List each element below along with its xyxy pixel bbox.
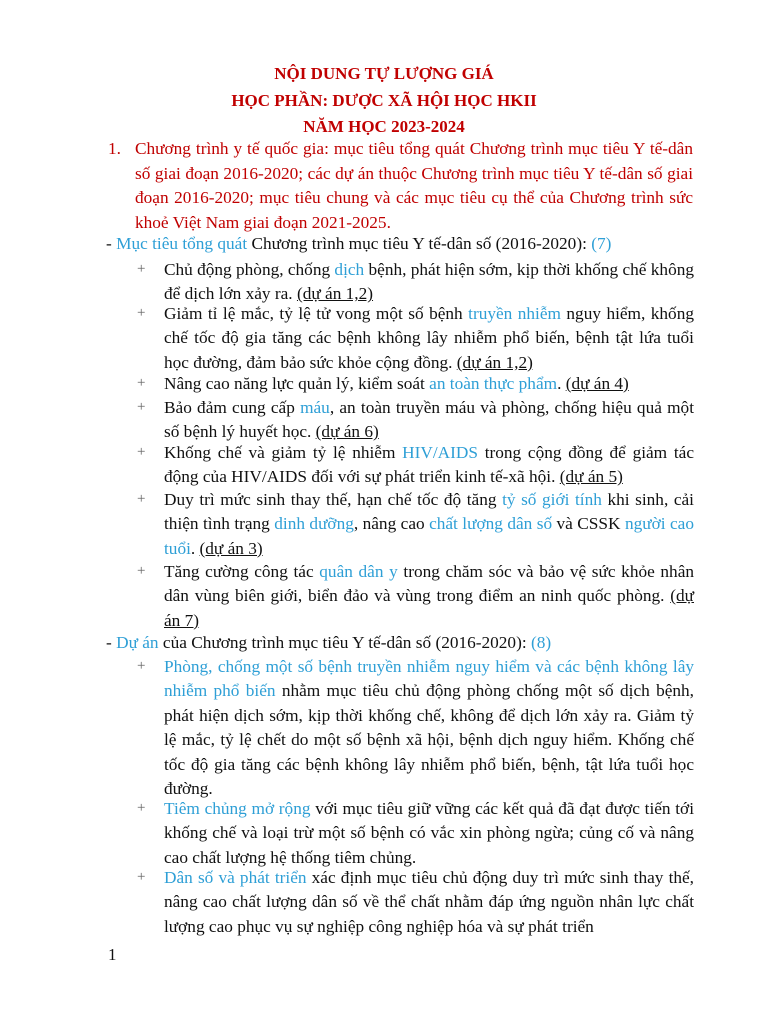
- item-highlight: tỷ số giới tính: [502, 490, 602, 509]
- plus-bullet-icon: +: [137, 444, 146, 460]
- section-text: Chương trình mục tiêu Y tế-dân số (2016-2020):: [247, 234, 592, 253]
- question-text: Chương trình y tế quốc gia: mục tiêu tổng quát Chương trình mục tiêu Y tế-dân số giai đoạn 2016-2020; các dự án thuộc Chương trình mục tiêu Y tế-dân số giai đoạn 2016-2020; mục tiêu chung và các mục tiêu cụ thể của Chương trình sức khoẻ Việt Nam giai đoạn 2021-2025.: [135, 139, 693, 232]
- plus-bullet-icon: +: [137, 399, 146, 415]
- plus-bullet-icon: +: [137, 563, 146, 579]
- item-text: xác định mục tiêu chủ động duy trì mức sinh thay thế, nâng cao chất lượng dân số về thể chất nhằm đáp ứng nguồn nhân lực chất lượng cao phục vụ sự nghiệp công nghiệp hóa và sự phát triển: [164, 868, 695, 936]
- item-text: Nâng cao năng lực quản lý, kiểm soát: [164, 374, 430, 393]
- item-highlight: an toàn thực phẩm: [429, 374, 558, 393]
- item-highlight: quân dân y: [319, 562, 398, 581]
- plus-bullet-icon: +: [137, 800, 146, 816]
- list-item-text: [164, 302, 694, 375]
- section-label: Mục tiêu tổng quát: [116, 234, 248, 253]
- project-reference: (dự án 1,2): [296, 284, 374, 304]
- plus-bullet-icon: +: [137, 261, 146, 277]
- list-item-text: [164, 560, 694, 633]
- item-text: Khống chế và giảm tỷ lệ nhiễm: [164, 443, 403, 462]
- project-reference: (dự án 3): [199, 538, 263, 558]
- page-number: 1: [108, 945, 117, 964]
- title-line-2: HỌC PHẦN: DƯỢC XÃ HỘI HỌC HKII: [231, 91, 537, 110]
- section-count: (8): [530, 633, 552, 652]
- list-item-text: [164, 866, 694, 939]
- question-1: [108, 137, 693, 235]
- item-text: trong cộng đồng để giảm tác động của HIV/AIDS đối với sự phát triển kinh tế-xã hội.: [164, 443, 694, 487]
- item-highlight: truyền nhiễm: [468, 304, 561, 323]
- section-projects: [106, 631, 706, 655]
- item-text: bệnh, phát hiện sớm, kịp thời khống chế không để dịch lớn xảy ra.: [164, 260, 694, 304]
- item-text: .: [190, 538, 200, 558]
- project-reference: (dự án 6): [315, 422, 379, 442]
- item-highlight: HIV/AIDS: [402, 443, 478, 462]
- list-item-text: [164, 258, 694, 307]
- section-general-goals: [106, 232, 706, 256]
- item-text: với mục tiêu giữ vững các kết quả đã đạt được tiến tới khống chế và loại trừ một số bệnh có vắc xin phòng ngừa; củng cố và nâng cao chất lượng hệ thống tiêm chủng.: [164, 799, 694, 867]
- section-label: Dự án: [116, 633, 159, 652]
- item-highlight: dinh dưỡng: [274, 514, 354, 534]
- item-text: , nâng cao: [353, 514, 430, 534]
- item-highlight: Tiêm chủng mở rộng: [164, 799, 311, 818]
- item-text: nguy hiểm, khống chế tốc độ gia tăng các bệnh không lây nhiễm phổ biến, bệnh tật lứa tuổi học đường, đảm bảo sức khỏe cộng đồng.: [164, 304, 694, 372]
- item-text: nhằm mục tiêu chủ động phòng chống một số dịch bệnh, phát hiện dịch sớm, kịp thời khống chế, không để dịch lớn xảy ra. Giảm tỷ lệ mắc, tỷ lệ chết do một số bệnh xã hội, bệnh dịch nguy hiểm. Khống chế tốc độ gia tăng các bệnh không lây nhiễm phổ biến, bệnh, tật lứa tuổi học đường.: [164, 681, 694, 799]
- section-count: (7): [591, 234, 612, 253]
- item-text: Bảo đảm cung cấp: [164, 398, 301, 417]
- item-text: trong chăm sóc và bảo vệ sức khỏe nhân dân vùng biên giới, biển đảo và vùng trong điểm an ninh quốc phòng.: [164, 562, 695, 606]
- project-reference: (dự án 7): [164, 586, 694, 630]
- item-text: .: [557, 374, 566, 393]
- list-item-text: [164, 488, 694, 561]
- item-text: Duy trì mức sinh thay thế, hạn chế tốc độ tăng: [164, 490, 503, 509]
- plus-bullet-icon: +: [137, 658, 146, 674]
- list-item-text: [164, 441, 694, 490]
- item-highlight: dịch: [334, 260, 365, 279]
- section-dash: -: [106, 234, 112, 253]
- item-highlight: người cao tuổi: [164, 514, 694, 558]
- list-item-text: [164, 797, 694, 870]
- item-text: Chủ động phòng, chống: [164, 260, 335, 279]
- project-reference: (dự án 1,2): [456, 352, 533, 372]
- item-highlight: chất lượng dân số: [429, 514, 553, 534]
- question-number: 1.: [108, 139, 121, 158]
- project-reference: (dự án 4): [565, 374, 629, 393]
- plus-bullet-icon: +: [137, 491, 146, 507]
- list-item-text: [164, 655, 694, 801]
- item-text: , an toàn truyền máu và phòng, chống hiệu quả một số bệnh lý huyết học.: [164, 398, 694, 442]
- section-text: của Chương trình mục tiêu Y tế-dân số (2016-2020):: [158, 633, 531, 652]
- list-item-text: [164, 396, 694, 445]
- plus-bullet-icon: +: [137, 869, 146, 885]
- item-highlight: Phòng, chống một số bệnh truyền nhiễm nguy hiểm và các bệnh không lây nhiễm phổ biến: [164, 657, 694, 701]
- section-dash: -: [106, 633, 112, 652]
- list-item-text: [164, 372, 694, 396]
- item-text: khi sinh, cải thiện tình trạng: [164, 490, 694, 534]
- item-text: Giảm tỉ lệ mắc, tỷ lệ tử vong một số bệnh: [164, 304, 469, 323]
- title-line-3: NĂM HỌC 2023-2024: [303, 117, 465, 136]
- project-reference: (dự án 5): [559, 467, 623, 487]
- item-text: và CSSK: [552, 514, 625, 534]
- item-highlight: máu: [300, 398, 330, 417]
- plus-bullet-icon: +: [137, 305, 146, 321]
- plus-bullet-icon: +: [137, 375, 146, 391]
- item-text: Tăng cường công tác: [164, 562, 320, 581]
- title-line-1: NỘI DUNG TỰ LƯỢNG GIÁ: [274, 64, 494, 83]
- item-highlight: Dân số và phát triển: [164, 868, 307, 887]
